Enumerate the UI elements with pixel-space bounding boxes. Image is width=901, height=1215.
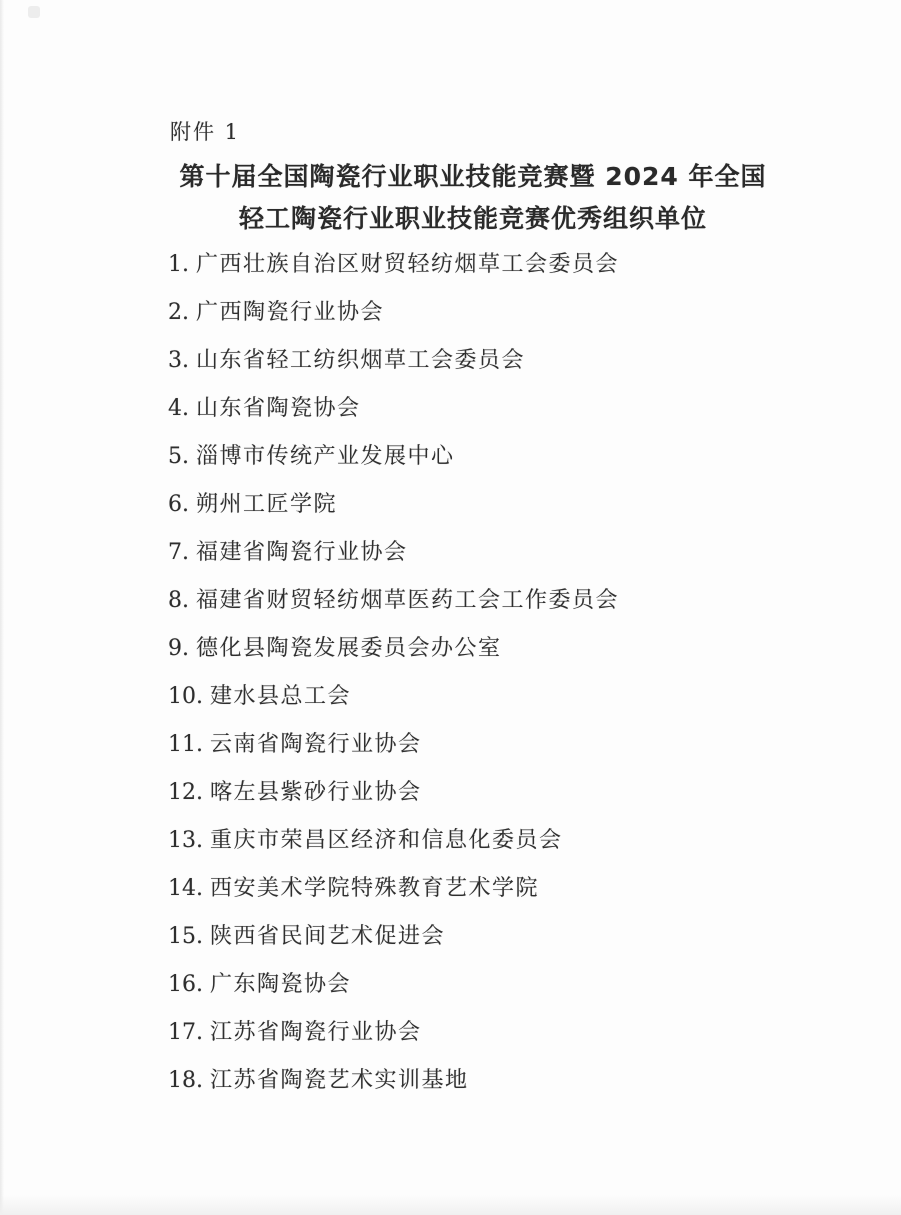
list-item-number: 1. (168, 252, 189, 277)
list-item-name: 江苏省陶瓷艺术实训基地 (210, 1068, 469, 1093)
list-item-number: 15. (168, 924, 203, 949)
list-item-name: 陕西省民间艺术促进会 (210, 924, 446, 949)
list-item-name: 广西壮族自治区财贸轻纺烟草工会委员会 (196, 252, 620, 277)
list-item-number: 11. (168, 732, 203, 757)
document-title-line1: 第十届全国陶瓷行业职业技能竞赛暨 2024 年全国 (179, 162, 767, 191)
list-item-name: 淄博市传统产业发展中心 (196, 444, 455, 469)
document-title-line2: 轻工陶瓷行业职业技能竞赛优秀组织单位 (238, 204, 707, 233)
list-item-number: 2. (168, 300, 189, 325)
list-item (168, 385, 861, 433)
list-item-name: 朔州工匠学院 (196, 492, 338, 517)
list-item (168, 769, 861, 817)
list-item-number: 12. (168, 780, 203, 805)
list-item-name: 喀左县紫砂行业协会 (210, 780, 422, 805)
list-item-name: 云南省陶瓷行业协会 (210, 732, 422, 757)
list-item-number: 16. (168, 972, 203, 997)
list-item-number: 13. (168, 828, 203, 853)
list-item-name: 福建省陶瓷行业协会 (196, 540, 408, 565)
list-item-number: 6. (168, 492, 189, 517)
list-item (168, 721, 861, 769)
list-item-number: 14. (168, 876, 203, 901)
list-item-number: 18. (168, 1068, 203, 1093)
list-item-number: 17. (168, 1020, 203, 1045)
list-item-name: 重庆市荣昌区经济和信息化委员会 (210, 828, 563, 853)
list-item (168, 865, 861, 913)
list-item-number: 7. (168, 540, 189, 565)
list-item-name: 福建省财贸轻纺烟草医药工会工作委员会 (196, 588, 620, 613)
list-item-name: 建水县总工会 (210, 684, 352, 709)
scan-artifact (28, 6, 40, 18)
list-item (168, 961, 861, 1009)
list-item (168, 1009, 861, 1057)
list-item (168, 625, 861, 673)
list-item-number: 4. (168, 396, 189, 421)
list-item (168, 241, 861, 289)
page-bottom-shadow (0, 1195, 901, 1215)
list-item (168, 577, 861, 625)
list-item (168, 337, 861, 385)
list-item-number: 10. (168, 684, 203, 709)
list-item-number: 8. (168, 588, 189, 613)
list-item-name: 广东陶瓷协会 (210, 972, 352, 997)
list-item-name: 山东省陶瓷协会 (196, 396, 361, 421)
organization-list (168, 241, 861, 1105)
list-item-number: 5. (168, 444, 189, 469)
list-item (168, 289, 861, 337)
list-item-number: 9. (168, 636, 189, 661)
list-item (168, 673, 861, 721)
list-item-name: 德化县陶瓷发展委员会办公室 (196, 636, 502, 661)
list-item (168, 1057, 861, 1105)
list-item (168, 481, 861, 529)
list-item-name: 西安美术学院特殊教育艺术学院 (210, 876, 540, 901)
list-item (168, 433, 861, 481)
list-item-name: 江苏省陶瓷行业协会 (210, 1020, 422, 1045)
document-title (0, 156, 901, 240)
list-item-name: 广西陶瓷行业协会 (196, 300, 385, 325)
list-item (168, 913, 861, 961)
list-item (168, 817, 861, 865)
attachment-label: 附件 1 (170, 120, 241, 144)
list-item-name: 山东省轻工纺织烟草工会委员会 (196, 348, 526, 373)
list-item-number: 3. (168, 348, 189, 373)
list-item (168, 529, 861, 577)
